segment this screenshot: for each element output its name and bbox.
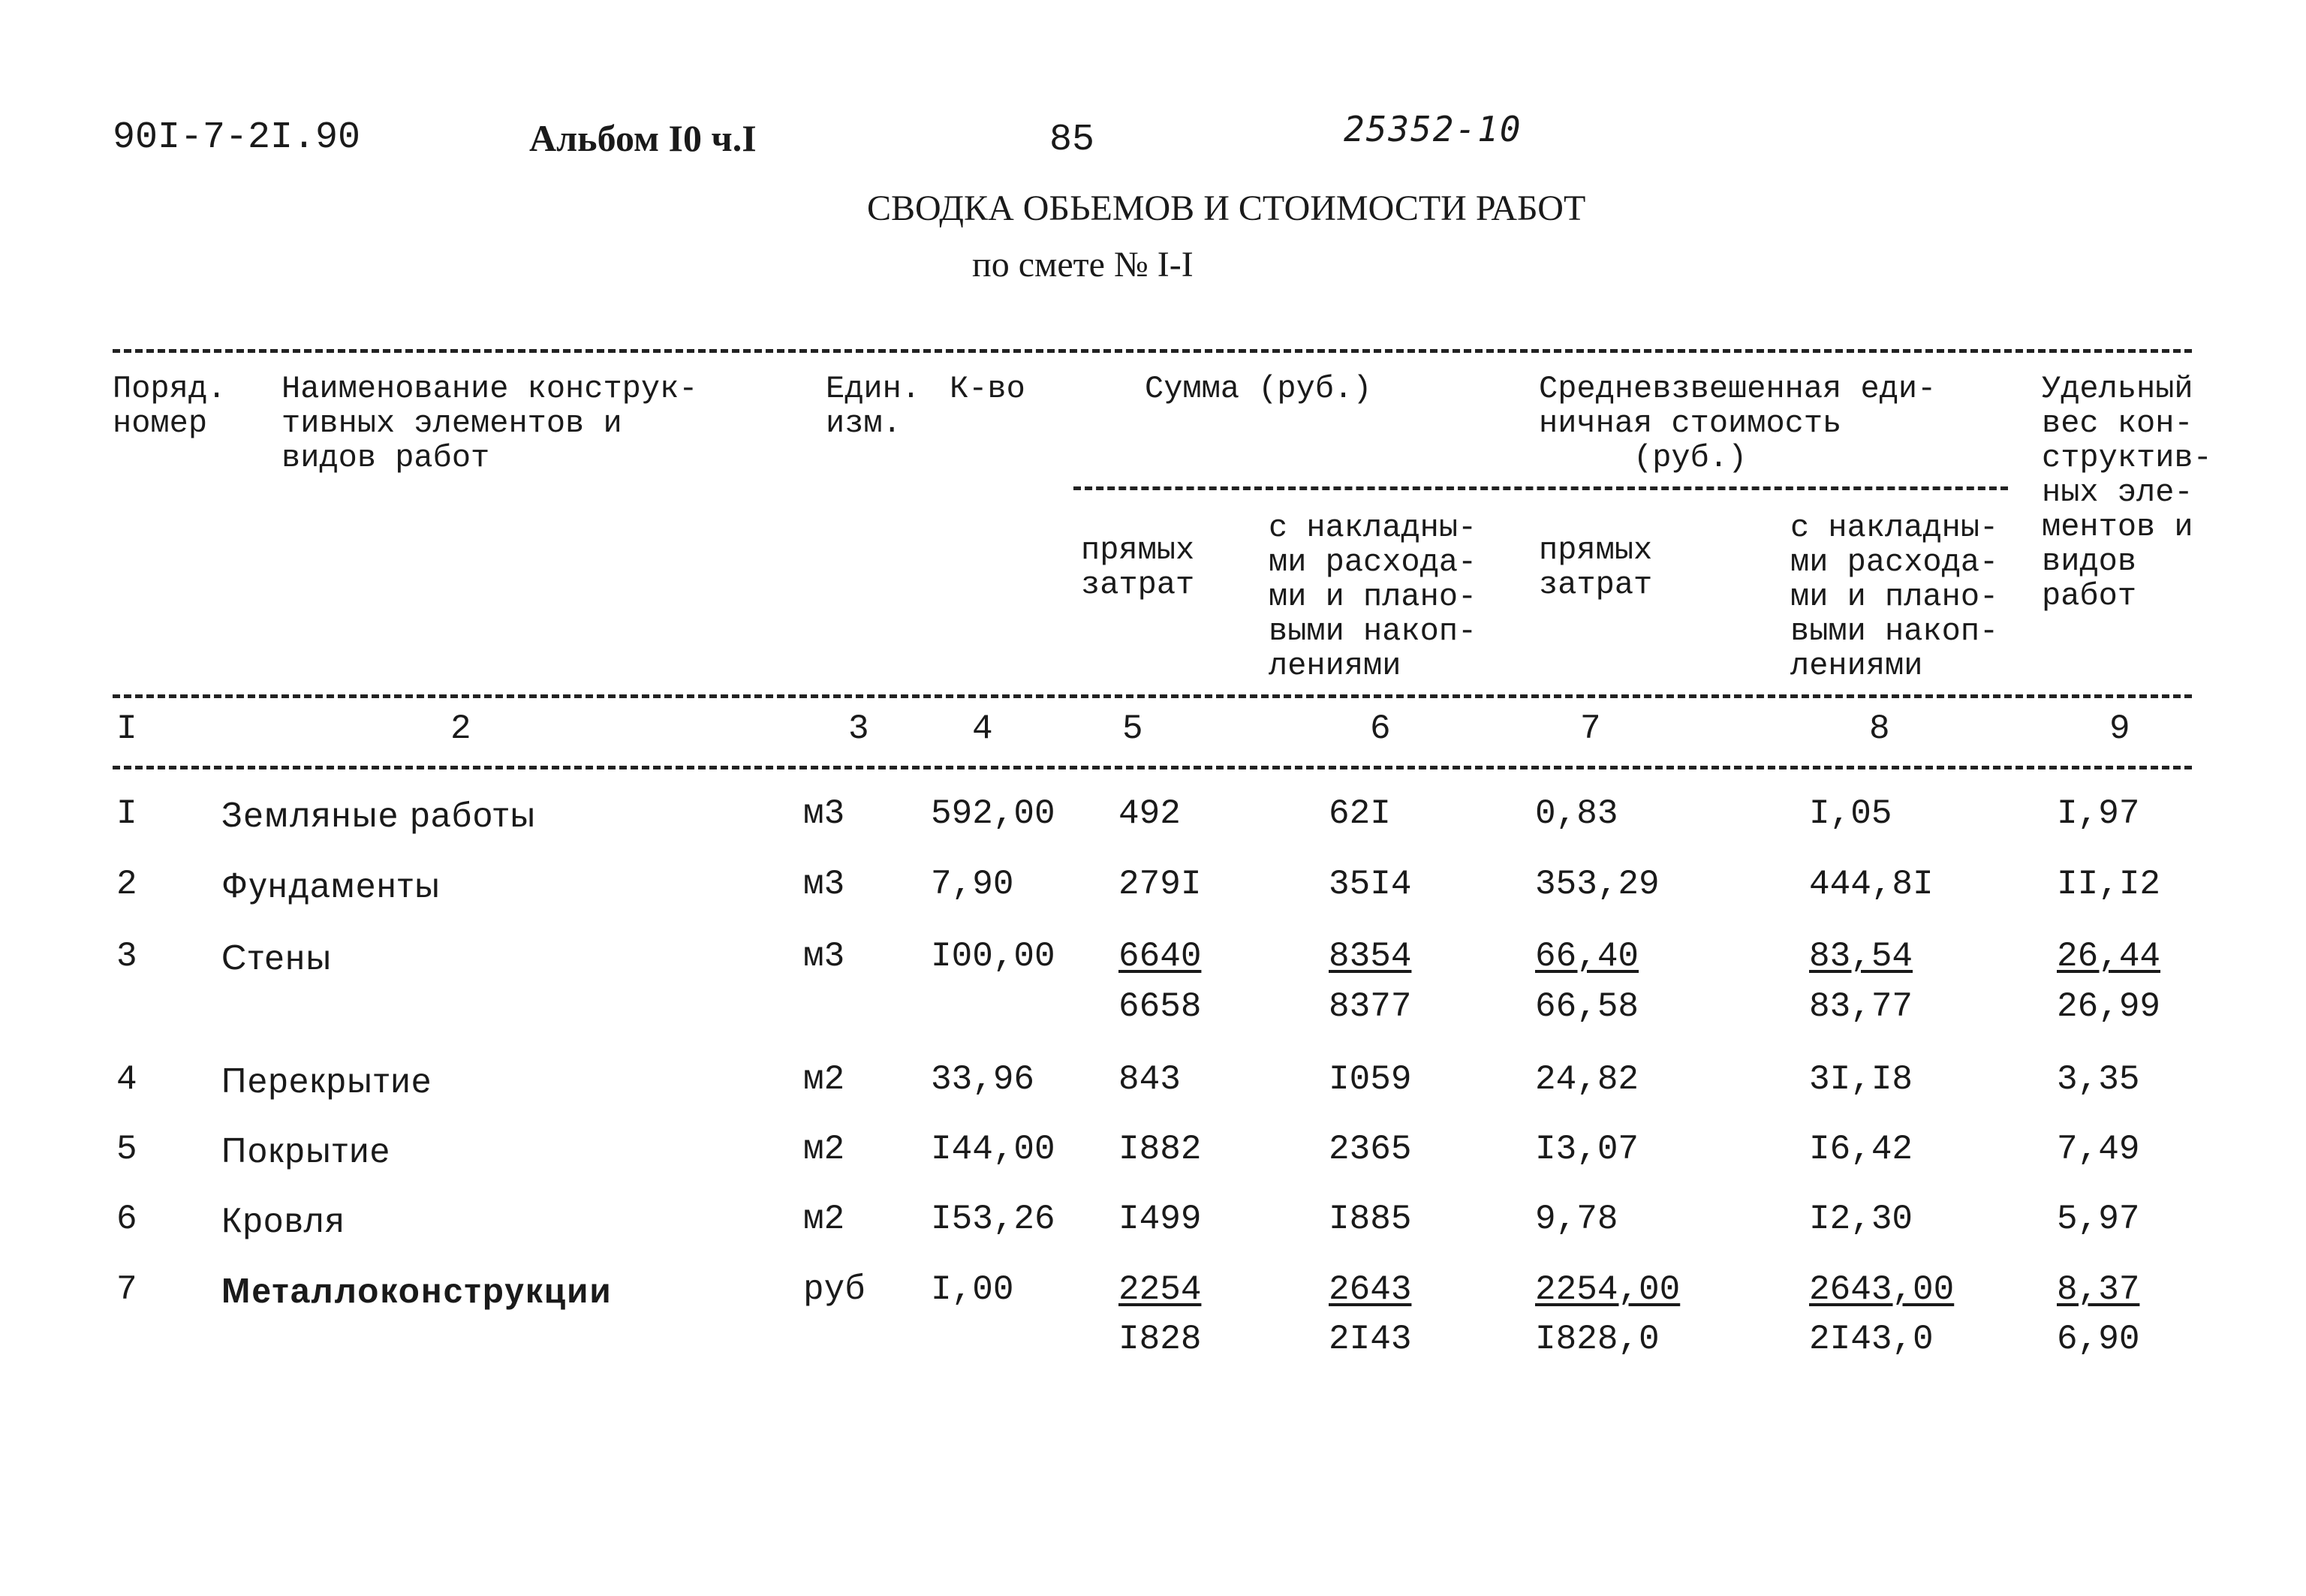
table-row-2-quantity: 7,90 [931,865,1014,904]
header-specific-weight: Удельный вес кон- структив- ных эле- ментов и видов работ [2042,371,2212,614]
table-row-5-weight: 7,49 [2057,1130,2140,1169]
handwritten-number: 25352-10 [1344,109,1522,149]
header-name: Наименование конструк- тивных элементов и видов работ [281,371,698,476]
table-row-1-name: Земляные работы [221,795,537,834]
header-bottom-rule [113,694,2192,698]
table-row-7-avg-overhead: 2643,00 [1809,1270,1955,1309]
header-sum-overhead: с накладны- ми расхода- ми и плано- выми накоп- лениями [1269,510,1477,684]
page-number: 85 [1049,119,1095,161]
table-row-7-overhead-sum: 2643 [1329,1270,1412,1309]
table-row-6-avg-direct: 9,78 [1535,1200,1618,1239]
table-row-3-weight: 26,44 [2057,937,2161,976]
table-row-3-name: Стены [221,938,333,977]
table-row-5-avg-overhead: I6,42 [1809,1130,1913,1169]
table-top-rule [113,349,2192,353]
table-row-3-overhead-sum-revised: 8377 [1329,987,1412,1026]
table-row-5-avg-direct: I3,07 [1535,1130,1639,1169]
table-row-3-avg-direct: 66,40 [1535,937,1639,976]
table-row-7-overhead-sum-revised: 2I43 [1329,1320,1412,1359]
table-row-7-direct-sum: 2254 [1118,1270,1202,1309]
table-row-6-quantity: I53,26 [931,1200,1055,1239]
table-row-4-quantity: 33,96 [931,1060,1035,1099]
col-number-rule [113,766,2192,769]
table-row-1-overhead-sum: 62I [1329,794,1391,833]
document-code: 90I-7-2I.90 [113,116,361,159]
table-row-5-name: Покрытие [221,1131,391,1170]
document-subtitle: по смете № I-I [972,245,1194,285]
table-row-2-name: Фундаменты [221,866,441,905]
table-row-3-avg-overhead-revised: 83,77 [1809,987,1913,1026]
table-row-1-quantity: 592,00 [931,794,1055,833]
table-row-7-name: Металлоконструкции [221,1271,613,1310]
col-number-7: 7 [1580,709,1601,748]
table-row-7-avg-direct: 2254,00 [1535,1270,1681,1309]
table-row-3-direct-sum-revised: 6658 [1118,987,1202,1026]
table-row-7-quantity: I,00 [931,1270,1014,1309]
table-row-5-overhead-sum: 2365 [1329,1130,1412,1169]
table-row-4-overhead-sum: I059 [1329,1060,1412,1099]
table-row-2-number: 2 [116,865,137,904]
table-row-2-avg-direct: 353,29 [1535,865,1660,904]
table-row-7-weight-revised: 6,90 [2057,1320,2140,1359]
table-row-1-weight: I,97 [2057,794,2140,833]
col-number-3: 3 [848,709,869,748]
col-number-2: 2 [450,709,471,748]
table-row-6-direct-sum: I499 [1118,1200,1202,1239]
table-row-1-number: I [116,794,137,833]
table-row-7-avg-direct-revised: I828,0 [1535,1320,1660,1359]
header-sum: Сумма (руб.) [1145,371,1372,407]
table-row-4-weight: 3,35 [2057,1060,2140,1099]
table-row-2-overhead-sum: 35I4 [1329,865,1412,904]
col-number-4: 4 [972,709,993,748]
table-row-6-weight: 5,97 [2057,1200,2140,1239]
header-sum-direct: прямых затрат [1081,532,1195,603]
table-row-3-avg-direct-revised: 66,58 [1535,987,1639,1026]
table-row-3-overhead-sum: 8354 [1329,937,1412,976]
col-number-1: I [116,709,137,748]
album-label: Альбом I0 ч.I [529,117,757,159]
header-order-number: Поряд. номер [113,371,227,441]
table-row-2-direct-sum: 279I [1118,865,1202,904]
table-row-3-weight-revised: 26,99 [2057,987,2161,1026]
table-row-6-overhead-sum: I885 [1329,1200,1412,1239]
table-row-4-name: Перекрытие [221,1061,432,1100]
table-row-5-quantity: I44,00 [931,1130,1055,1169]
table-row-1-unit: м3 [803,794,845,833]
table-row-6-name: Кровля [221,1200,346,1239]
header-avg-direct: прямых затрат [1539,532,1653,603]
table-row-3-quantity: I00,00 [931,937,1055,976]
table-row-7-avg-overhead-revised: 2I43,0 [1809,1320,1934,1359]
subheader-rule-sum [1073,486,2008,490]
table-row-7-direct-sum-revised: I828 [1118,1320,1202,1359]
table-row-3-unit: м3 [803,937,845,976]
table-row-5-number: 5 [116,1130,137,1169]
table-row-7-unit: руб [803,1270,866,1309]
header-weighted-cost: Средневзвешенная еди- ничная стоимость (руб.) [1539,371,1937,476]
table-row-2-avg-overhead: 444,8I [1809,865,1934,904]
table-row-5-unit: м2 [803,1130,845,1169]
col-number-9: 9 [2109,709,2130,748]
col-number-5: 5 [1122,709,1143,748]
document-title: СВОДКА ОБЬЕМОВ И СТОИМОСТИ РАБОТ [867,188,1586,228]
table-row-1-avg-overhead: I,05 [1809,794,1892,833]
table-row-3-direct-sum: 6640 [1118,937,1202,976]
table-row-4-direct-sum: 843 [1118,1060,1181,1099]
table-row-4-unit: м2 [803,1060,845,1099]
table-row-2-weight: II,I2 [2057,865,2161,904]
header-quantity: К-во [950,371,1025,407]
table-row-4-number: 4 [116,1060,137,1099]
table-row-4-avg-direct: 24,82 [1535,1060,1639,1099]
table-row-5-direct-sum: I882 [1118,1130,1202,1169]
table-row-6-unit: м2 [803,1200,845,1239]
table-row-2-unit: м3 [803,865,845,904]
table-row-4-avg-overhead: 3I,I8 [1809,1060,1913,1099]
table-row-1-avg-direct: 0,83 [1535,794,1618,833]
table-row-7-weight: 8,37 [2057,1270,2140,1309]
header-avg-overhead: с накладны- ми расхода- ми и плано- выми накоп- лениями [1790,510,1999,684]
table-row-6-number: 6 [116,1200,137,1239]
table-row-1-direct-sum: 492 [1118,794,1181,833]
table-row-3-number: 3 [116,937,137,976]
table-row-3-avg-overhead: 83,54 [1809,937,1913,976]
table-row-6-avg-overhead: I2,30 [1809,1200,1913,1239]
table-row-7-number: 7 [116,1270,137,1309]
header-unit: Един. изм. [826,371,921,441]
col-number-8: 8 [1869,709,1890,748]
col-number-6: 6 [1370,709,1391,748]
